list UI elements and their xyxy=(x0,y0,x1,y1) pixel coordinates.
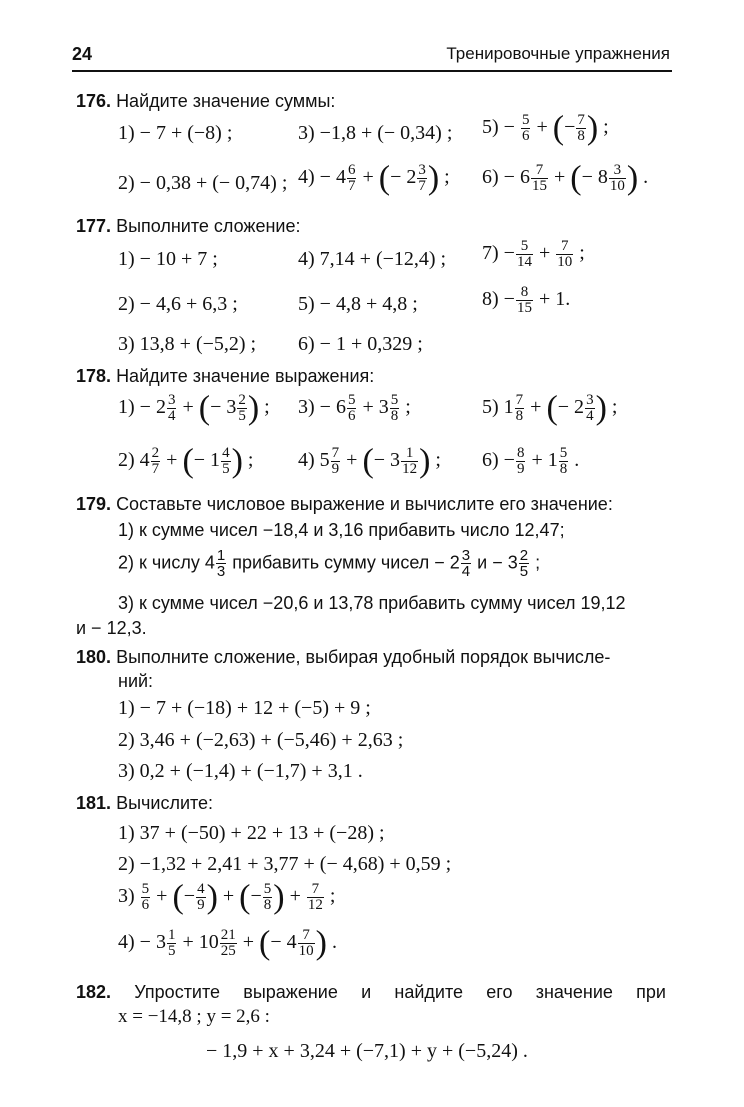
ex-suffix: + 1. xyxy=(538,288,571,311)
ex-178-6: 6) − $\frac{8}{9}$ + 1 $\frac{5}{8}$ . xyxy=(482,445,580,477)
ex-prefix: 7) − xyxy=(482,242,515,265)
ex-prefix: 3) xyxy=(118,885,135,908)
ex-176-1: 1) − 7 + (−8) ; xyxy=(118,122,233,144)
ex-178-1: 1) − 2 $\frac{3}{4}$ + (− 3 $\frac{2}{5}$ ) ; xyxy=(118,389,270,427)
whole-part: − 3 xyxy=(373,449,401,472)
fraction: $\frac{6}{7}$ xyxy=(347,162,356,194)
whole-part: + 1 xyxy=(531,449,558,472)
fraction: $\frac{5}{6}$ xyxy=(521,112,530,144)
fraction: $\frac{3}{4}$ xyxy=(167,392,176,424)
fraction: $\frac{2}{5}$ xyxy=(519,547,529,580)
fraction: $\frac{1}{3}$ xyxy=(216,547,226,580)
problem-text: Вычислите: xyxy=(116,793,214,813)
problem-number: 180. xyxy=(76,647,112,667)
text-179-3: 3) к сумме чисел −20,6 и 13,78 прибавить сумму чисел 19,12 xyxy=(118,593,626,613)
fraction: $\frac{3}{7}$ xyxy=(418,162,426,194)
fraction: $\frac{5}{8}$ xyxy=(390,392,399,424)
ex-177-8 xyxy=(482,285,570,316)
fraction: $\frac{1}{12}$ xyxy=(402,445,418,477)
fraction: $\frac{5}{8}$ xyxy=(263,881,272,913)
ex-180-2: 2) 3,46 + (−2,63) + (−5,46) + 2,63 ; xyxy=(118,729,404,751)
ex-prefix: 4) 5 xyxy=(298,449,330,472)
ex-180-3: 3) 0,2 + (−1,4) + (−1,7) + 3,1 . xyxy=(118,760,363,782)
ex-182-cond: x = −14,8 ; y = 2,6 : xyxy=(118,1006,270,1027)
whole-part: − 2 xyxy=(390,166,417,189)
ex-177-5: 5) − 4,8 + 4,8 ; xyxy=(298,293,418,315)
problem-text: Найдите значение выражения: xyxy=(116,366,375,386)
fraction: $\frac{4}{5}$ xyxy=(222,445,230,477)
ex-177-6: 6) − 1 + 0,329 ; xyxy=(298,333,423,355)
whole-part: − 1 xyxy=(193,449,221,472)
problem-text: Составьте числовое выражение и вычислите его значение: xyxy=(116,494,613,514)
ex-182-expr: − 1,9 + x + 3,24 + (−7,1) + y + (−5,24) . xyxy=(206,1040,528,1062)
fraction: $\frac{2}{5}$ xyxy=(238,392,246,424)
ex-177-4: 4) 7,14 + (−12,4) ; xyxy=(298,248,447,270)
page-number: 24 xyxy=(72,44,93,64)
ex-prefix: 3) − 6 xyxy=(298,396,346,419)
text-179-3b: и − 12,3. xyxy=(76,618,147,638)
fraction: $\frac{3}{4}$ xyxy=(586,392,594,424)
whole-part: + 3 xyxy=(362,396,389,419)
fraction: $\frac{5}{6}$ xyxy=(347,392,356,424)
fraction: $\frac{7}{12}$ xyxy=(307,881,323,913)
problem-179 xyxy=(76,491,613,517)
problem-180 xyxy=(76,644,676,670)
ex-prefix: 8) − xyxy=(482,288,515,311)
whole-part: − 2 xyxy=(557,396,585,419)
problem-number: 182. xyxy=(76,982,112,1002)
problem-text: Выполните сложение: xyxy=(116,216,301,236)
header-title: Тренировочные упражнения xyxy=(446,44,670,63)
ex-prefix: 1) − 2 xyxy=(118,396,166,419)
problem-number: 177. xyxy=(76,216,112,236)
problem-181 xyxy=(76,790,213,816)
ex-prefix: 5) − xyxy=(482,116,515,139)
problem-177 xyxy=(76,213,301,239)
ex-prefix: 6) − xyxy=(482,449,515,472)
problem-number: 178. xyxy=(76,366,112,386)
text-part: 2) к числу 4 xyxy=(118,552,215,573)
ex-176-4: 4) − 4 $\frac{6}{7}$ + (− 2 $\frac{3}{7}$ ) ; xyxy=(298,159,450,197)
ex-181-4: 4) − 3 $\frac{1}{5}$ + 10 $\frac{21}{25}$ + (− 4 $\frac{7}{10}$ ) . xyxy=(118,924,337,962)
fraction: $\frac{7}{10}$ xyxy=(298,927,314,959)
fraction: $\frac{8}{15}$ xyxy=(516,284,532,316)
ex-prefix: 5) 1 xyxy=(482,396,514,419)
fraction: $\frac{7}{15}$ xyxy=(531,162,547,194)
fraction: $\frac{8}{9}$ xyxy=(516,445,525,477)
text-179-2: 2) к числу 4 $\frac{1}{3}$ прибавить сумму чисел − 2 $\frac{3}{4}$ и − 3 $\frac{2}{5}$ ; xyxy=(118,547,541,580)
ex-180-1: 1) − 7 + (−18) + 12 + (−5) + 9 ; xyxy=(118,697,371,719)
fraction: $\frac{5}{6}$ xyxy=(141,881,150,913)
ex-177-7: 7) − $\frac{5}{14}$ + $\frac{7}{10}$ ; xyxy=(482,238,585,270)
ex-181-2: 2) −1,32 + 2,41 + 3,77 + (− 4,68) + 0,59 ; xyxy=(118,853,452,875)
ex-181-1: 1) 37 + (−50) + 22 + 13 + (−28) ; xyxy=(118,822,385,844)
ex-prefix: 4) − 4 xyxy=(298,166,346,189)
problem-182 xyxy=(76,979,666,1005)
ex-prefix: 4) − 3 xyxy=(118,931,166,954)
fraction: $\frac{5}{8}$ xyxy=(559,445,568,477)
ex-178-3: 3) − 6 $\frac{5}{6}$ + 3 $\frac{5}{8}$ ; xyxy=(298,392,411,424)
problem-number: 181. xyxy=(76,793,112,813)
problem-text: Найдите значение суммы: xyxy=(116,91,336,111)
fraction: $\frac{7}{10}$ xyxy=(557,238,573,270)
ex-178-2: 2) 4 $\frac{2}{7}$ + (− 1 $\frac{4}{5}$ ) ; xyxy=(118,442,254,480)
fraction: $\frac{4}{9}$ xyxy=(197,881,205,913)
ex-181-3: 3) $\frac{5}{6}$ + (− $\frac{4}{9}$ ) + (− $\frac{5}{8}$ ) + $\frac{7}{12}$ ; xyxy=(118,878,336,916)
whole-part: − 3 xyxy=(210,396,237,419)
fraction: $\frac{3}{4}$ xyxy=(461,547,471,580)
page-header xyxy=(72,42,672,72)
ex-176-2: 2) − 0,38 + (− 0,74) ; xyxy=(118,172,288,194)
fraction: $\frac{2}{7}$ xyxy=(151,445,160,477)
problem-number: 176. xyxy=(76,91,112,111)
fraction: $\frac{7}{8}$ xyxy=(515,392,524,424)
fraction: $\frac{1}{5}$ xyxy=(167,927,176,959)
problem-176 xyxy=(76,88,335,114)
ex-176-3: 3) −1,8 + (− 0,34) ; xyxy=(298,122,453,144)
problem-text: Упростите выражение и найдите его значение при xyxy=(134,982,666,1002)
ex-prefix: 2) 4 xyxy=(118,449,150,472)
problem-180-cont: ний: xyxy=(118,671,154,691)
ex-177-1: 1) − 10 + 7 ; xyxy=(118,248,218,270)
fraction: $\frac{21}{25}$ xyxy=(220,927,236,959)
whole-part: + 10 xyxy=(182,931,219,954)
fraction: $\frac{7}{9}$ xyxy=(331,445,340,477)
fraction: $\frac{7}{8}$ xyxy=(577,112,585,144)
problem-178 xyxy=(76,363,374,389)
fraction: $\frac{5}{14}$ xyxy=(516,238,532,270)
text-part: и − 3 xyxy=(477,552,518,573)
ex-178-5: 5) 1 $\frac{7}{8}$ + (− 2 $\frac{3}{4}$ ) ; xyxy=(482,389,618,427)
problem-text: Выполните сложение, выбирая удобный порядок вычисле- xyxy=(116,647,611,667)
problem-number: 179. xyxy=(76,494,112,514)
fraction: $\frac{3}{10}$ xyxy=(609,162,625,194)
ex-176-5: 5) − $\frac{5}{6}$ + (− $\frac{7}{8}$ ) ; xyxy=(482,109,609,147)
text-179-1: 1) к сумме чисел −18,4 и 3,16 прибавить число 12,47; xyxy=(118,520,565,540)
ex-prefix: 6) − 6 xyxy=(482,166,530,189)
ex-177-2: 2) − 4,6 + 6,3 ; xyxy=(118,293,238,315)
ex-178-4: 4) 5 $\frac{7}{9}$ + (− 3 $\frac{1}{12}$ ) ; xyxy=(298,442,441,480)
text-part: прибавить сумму чисел − 2 xyxy=(232,552,460,573)
whole-part: − 8 xyxy=(581,166,608,189)
ex-176-6: 6) − 6 $\frac{7}{15}$ + (− 8 $\frac{3}{10}$ ) . xyxy=(482,159,649,197)
ex-177-3: 3) 13,8 + (−5,2) ; xyxy=(118,333,257,355)
whole-part: − 4 xyxy=(270,931,297,954)
